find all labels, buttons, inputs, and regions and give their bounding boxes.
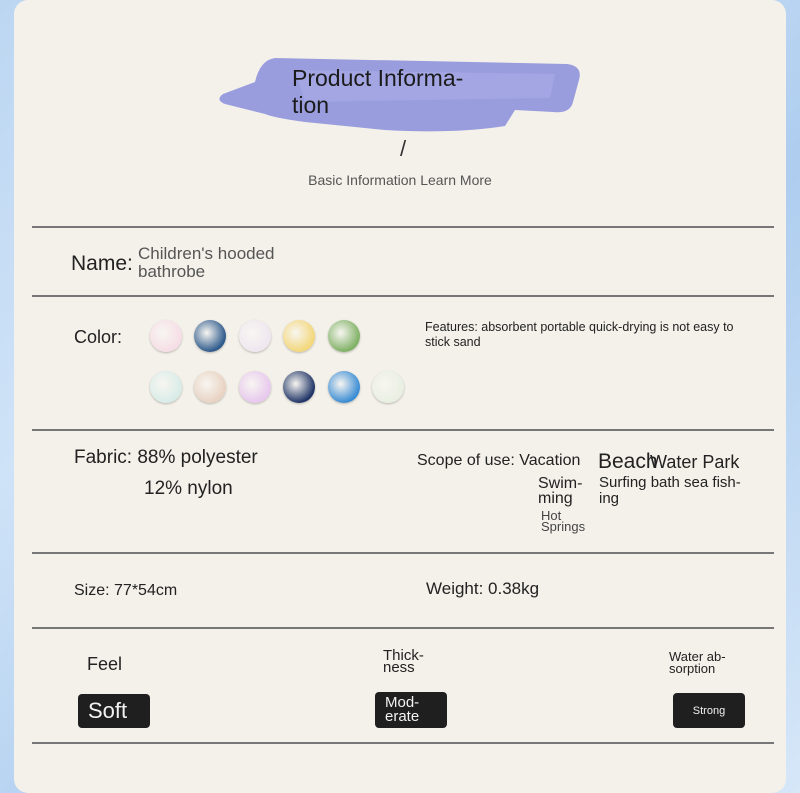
divider (32, 552, 774, 554)
feel-label: Feel (87, 654, 123, 674)
divider (32, 226, 774, 228)
absorption-label: Water ab-sorption (669, 649, 726, 676)
page-title: Product Informa-tion (292, 65, 464, 118)
thickness-label: Thick-ness (383, 647, 424, 676)
divider (32, 295, 774, 297)
green-dino-pattern-swatch[interactable] (328, 320, 360, 352)
thickness-value-badge: Mod-erate (375, 692, 447, 728)
weight-text: Weight: 0.38kg (426, 579, 540, 598)
scope-swimming: Swim-ming (538, 475, 583, 507)
color-label: Color: (74, 327, 123, 347)
scope-hot-springs: Hot Springs (541, 508, 586, 534)
absorption-value-badge: Strong (673, 693, 745, 728)
unicorn-pattern-swatch[interactable] (150, 320, 182, 352)
fabric-label-text: Fabric: (74, 447, 133, 468)
doll-pattern-swatch[interactable] (194, 371, 226, 403)
scope-label: Scope of use: Vacation (417, 452, 581, 469)
features-text: Features: absorbent portable quick-drying is not easy to stick sand (425, 320, 734, 349)
yellow-duck-pattern-swatch[interactable] (283, 320, 315, 352)
scope-water-park: Water Park (650, 452, 740, 472)
pink-gradient-swatch[interactable] (239, 371, 271, 403)
blue-shark-pattern-swatch[interactable] (328, 371, 360, 403)
size-text: Size: 77*54cm (74, 582, 178, 599)
feel-value-badge: Soft (78, 694, 150, 728)
name-label: Name: (71, 252, 133, 275)
page-subtitle: Basic Information Learn More (308, 172, 492, 188)
shark-pattern-swatch[interactable] (283, 371, 315, 403)
scope-beach: Beach (598, 450, 658, 473)
dark-blue-pattern-swatch[interactable] (194, 320, 226, 352)
fabric-label (74, 447, 258, 469)
divider (32, 429, 774, 431)
frog-pattern-swatch[interactable] (372, 371, 404, 403)
divider (32, 627, 774, 629)
name-value: Children's hooded bathrobe (138, 244, 275, 281)
floral-pattern-swatch[interactable] (239, 320, 271, 352)
divider-slash: / (400, 136, 407, 161)
mermaid-pattern-swatch[interactable] (150, 371, 182, 403)
fabric-line-2: 12% nylon (144, 478, 233, 499)
scope-surfing: Surfing bath sea fish-ing (599, 474, 741, 507)
divider (32, 742, 774, 744)
fabric-line-1: 88% polyester (137, 447, 258, 468)
